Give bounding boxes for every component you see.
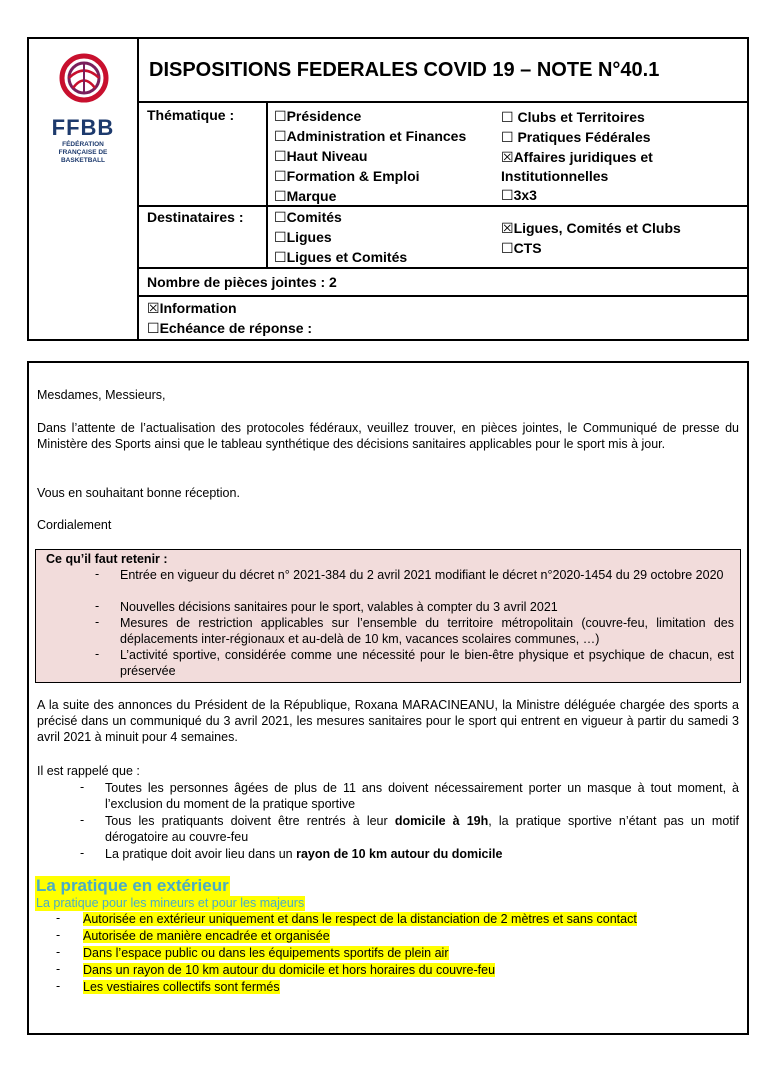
checkbox-cts[interactable]: ☐CTS (501, 240, 542, 256)
checkbox-administration[interactable]: ☐Administration et Finances (274, 128, 467, 144)
checkbox-ligues-comites[interactable]: ☐Ligues et Comités (274, 249, 408, 265)
list-bullet: - (56, 979, 61, 993)
list-bullet: - (56, 928, 61, 942)
list-bullet: - (95, 567, 100, 581)
list-bullet: - (95, 615, 100, 629)
retain-item: Entrée en vigueur du décret n° 2021-384 du 2 avril 2021 modifiant le décret n°2020-1454 du 29 octobre 2020 (120, 568, 724, 582)
header-table (27, 37, 749, 341)
logo-cell (29, 39, 139, 339)
section-item: Les vestiaires collectifs sont fermés (83, 980, 280, 994)
checkbox-3x3[interactable]: ☐3x3 (501, 187, 537, 203)
checkbox-clubs-territoires[interactable]: ☐ Clubs et Territoires (501, 109, 645, 125)
checkbox-comites[interactable]: ☐Comités (274, 209, 342, 225)
section-item: Dans l’espace public ou dans les équipements sportifs de plein air (83, 946, 449, 960)
list-bullet: - (95, 647, 100, 661)
logo-text: FFBB (51, 115, 115, 140)
retain-item: Nouvelles décisions sanitaires pour le sport, valables à compter du 3 avril 2021 (120, 600, 558, 614)
checkbox-formation[interactable]: ☐Formation & Emploi (274, 168, 420, 184)
ffbb-logo-icon (59, 53, 109, 111)
retain-box (35, 549, 741, 683)
logo-subtitle: FÉDÉRATION FRANÇAISE DE BASKETBALL (58, 141, 108, 164)
list-bullet: - (56, 945, 61, 959)
retain-item: L’activité sportive, considérée comme une nécessité pour le bien-être physique et psychique de chacun, est préservée (120, 648, 734, 678)
section-subtitle: La pratique pour les mineurs et pour les majeurs (36, 896, 305, 910)
checkbox-information[interactable]: ☒Information (147, 300, 237, 316)
rappel-item: La pratique doit avoir lieu dans un rayon de 10 km autour du domicile (105, 847, 503, 861)
list-bullet: - (56, 962, 61, 976)
body-box (27, 361, 749, 1035)
checkbox-presidence[interactable]: ☐Présidence (274, 108, 362, 124)
destinataires-label: Destinataires : (147, 209, 244, 225)
checkbox-affaires-juridiques[interactable]: ☒Affaires juridiques et (501, 149, 653, 165)
checkbox-affaires-juridiques-line2: Institutionnelles (501, 168, 609, 184)
thematique-row (139, 103, 747, 207)
section-item: Autorisée de manière encadrée et organisée (83, 929, 330, 943)
pieces-jointes-row (139, 269, 747, 297)
pieces-jointes-label: Nombre de pièces jointes : 2 (147, 274, 337, 290)
title-row (139, 39, 747, 103)
closing: Cordialement (37, 518, 112, 532)
section-item: Autorisée en extérieur uniquement et dans le respect de la distanciation de 2 mètres et sans contact (83, 912, 637, 926)
checkbox-marque[interactable]: ☐Marque (274, 188, 337, 204)
intro-paragraph: Dans l’attente de l’actualisation des protocoles fédéraux, veuillez trouver, en pièces jointes, le Communiqué de presse du Ministère des Sports ainsi que le tableau synthétique des décisions sanitaires applicables pour le sport mis à jour. (37, 421, 739, 451)
list-bullet: - (80, 780, 85, 794)
greeting: Mesdames, Messieurs, (37, 388, 166, 402)
rappel-intro: Il est rappelé que : (37, 764, 140, 778)
list-bullet: - (80, 846, 85, 860)
section-item: Dans un rayon de 10 km autour du domicile et hors horaires du couvre-feu (83, 963, 496, 977)
information-row (139, 297, 747, 339)
checkbox-haut-niveau[interactable]: ☐Haut Niveau (274, 148, 368, 164)
list-bullet: - (95, 599, 100, 613)
checkbox-pratiques-federales[interactable]: ☐ Pratiques Fédérales (501, 129, 651, 145)
rappel-item: Toutes les personnes âgées de plus de 11 ans doivent nécessairement porter un masque à tout moment, à l’exclusion du moment de la pratique sportive (105, 781, 739, 811)
reception-paragraph: Vous en souhaitant bonne réception. (37, 486, 240, 500)
document-title: DISPOSITIONS FEDERALES COVID 19 – NOTE N°40.1 (149, 59, 660, 81)
checkbox-ligues[interactable]: ☐Ligues (274, 229, 332, 245)
list-bullet: - (80, 813, 85, 827)
destinataires-row (139, 207, 747, 269)
announcement-paragraph: A la suite des annonces du Président de la République, Roxana MARACINEANU, la Ministre déléguée chargée des sports a précisé dans un communiqué du 3 avril 2021, les mesures sanitaires pour le sport qui entrent en vigueur à partir du samedi 3 avril 2021 à minuit pour 4 semaines. (37, 698, 739, 744)
retain-item: Mesures de restriction applicables sur l’ensemble du territoire métropolitain (couvre-feu, limitation des déplacements inter-régionaux et au-delà de 10 km, vacances scolaires communes, …) (120, 616, 734, 646)
checkbox-echeance[interactable]: ☐Echéance de réponse : (147, 320, 313, 336)
thematique-label: Thématique : (147, 107, 235, 123)
retain-title: Ce qu’il faut retenir : (46, 552, 168, 566)
rappel-item: Tous les pratiquants doivent être rentrés à leur domicile à 19h, la pratique sportive n’étant pas un motif dérogatoire au couvre-feu (105, 814, 739, 844)
checkbox-ligues-comites-clubs[interactable]: ☒Ligues, Comités et Clubs (501, 220, 681, 236)
section-title: La pratique en extérieur (36, 876, 229, 895)
list-bullet: - (56, 911, 61, 925)
